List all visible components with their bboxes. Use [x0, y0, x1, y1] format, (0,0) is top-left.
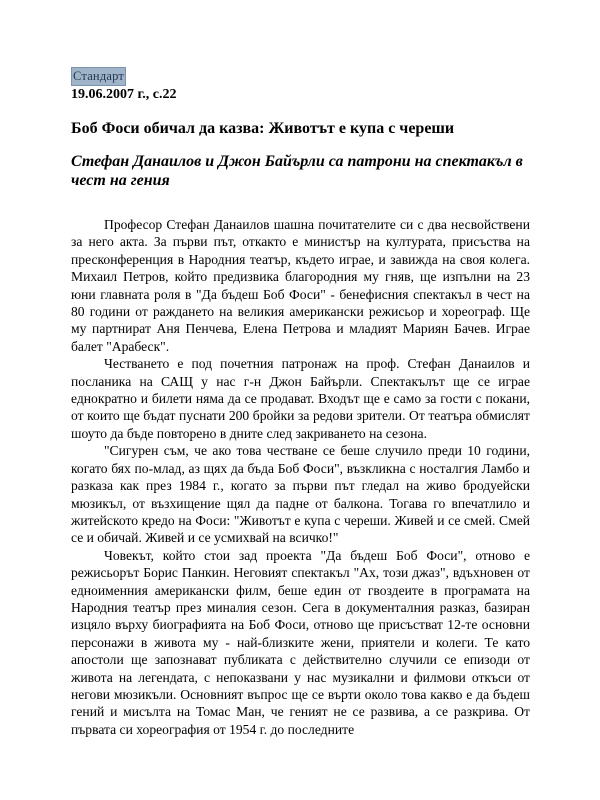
paragraph-3: "Сигурен съм, че ако това честване се беше случило преди 10 години, когато бях по-млад, аз щях да бъда Боб Фоси", възкликна с носталгия Ламбо и разказа как през 1984 г., когато за първи път гледал на живо бродуейски мюзикъл, от възхищение щял да падне от балкона. Тогава го впечатлило и житейското кредо на Фоси: "Животът е купа с череши. Живей и се смей. Смей се и обичай. Живей и се усмихвай на всичко!"	[71, 443, 530, 546]
paragraph-4: Човекът, който стои зад проекта "Да бъдеш Боб Фоси", отново е режисьорът Борис Панкин. Неговият спектакъл "Ах, този джаз", вдъхновен от едноименния американски филм, беше един от гвоздеите в програмата на Народния театър през миналия сезон. Сега в документалния разказ, базиран изцяло върху биографията на Боб Фоси, отново ще присъстват 12-те основни персонажи в живота му - най-близките жени, приятели и колеги. Те като апостоли ще запознават публиката с действително случили се епизоди от живота на легендата, с непоказвани у нас музикални и филмови откъси от негови мюзикъли. Основният въпрос ще се върти около това какво е да бъдеш гений и мисълта на Томас Ман, че геният не се развива, а се разкрива. От първата си хореография от 1954 г. до последните	[71, 547, 530, 737]
newspaper-logo: Стандарт	[71, 67, 126, 86]
article-body	[71, 216, 530, 738]
date-line: 19.06.2007 г., с.22	[71, 87, 177, 102]
article-subtitle: Стефан Данаилов и Джон Байърли са патрони на спектакъл в чест на гения	[71, 153, 523, 189]
paragraph-2: Честването е под почетния патронаж на проф. Стефан Данаилов и посланика на САЩ у нас г-н Джон Байърли. Спектакълът ще се играе еднократно и билети няма да се продават. Входът ще е само за гости с покани, от които ще бъдат пуснати 200 бройки за редови зрители. От театъра обмислят шоуто да бъде повторено в дните след закриването на сезона.	[71, 356, 530, 441]
paragraph-1: Професор Стефан Данаилов шашна почитателите си с два несвойствени за него акта. За първи път, откакто е министър на културата, присъства на пресконференция в Народния театър, където играе, и завижда на своя колега. Михаил Петров, който предизвика благородния му гняв, ще изпълни на 23 юни главната роля в "Да бъдеш Боб Фоси" - бенефисния спектакъл в чест на 80 години от раждането на великия американски режисьор и хореограф. Ще му партнират Аня Пенчева, Елена Петрова и младият Мариян Бачев. Играе балет "Арабеск".	[71, 217, 530, 354]
article-title: Боб Фоси обичал да казва: Животът е купа с череши	[71, 120, 455, 137]
